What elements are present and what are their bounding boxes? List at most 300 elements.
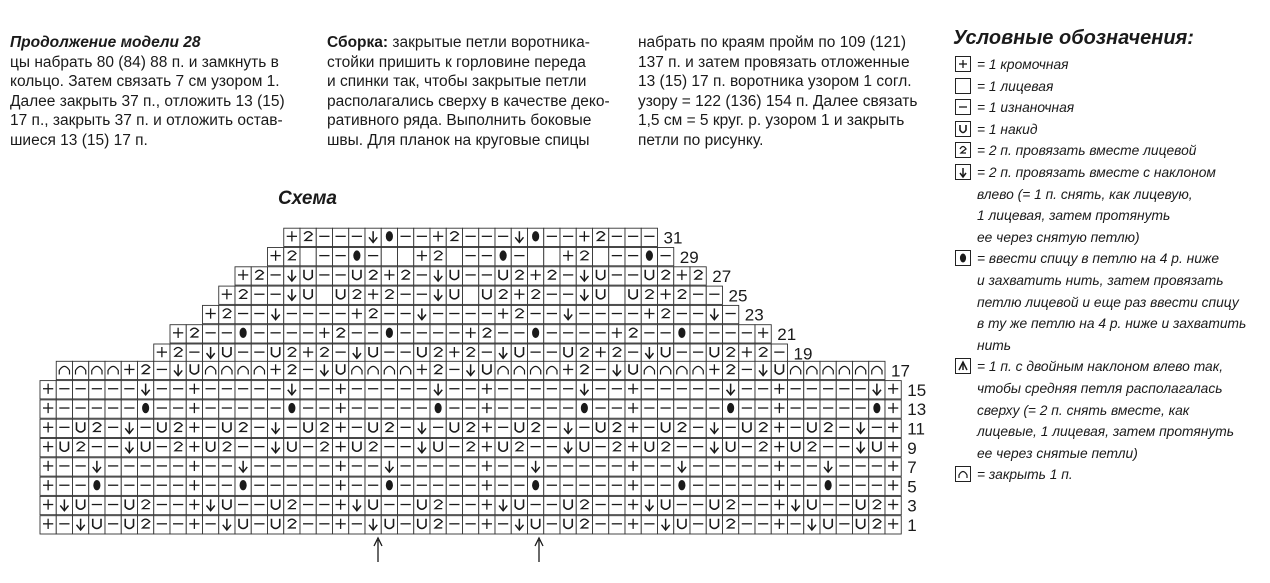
chart-cell bbox=[268, 381, 284, 399]
text-line: 1,5 см = 5 круг. р. узором 1 и закрыть bbox=[638, 112, 905, 130]
chart-cell bbox=[593, 361, 609, 379]
chart-cell bbox=[414, 477, 430, 495]
chart-cell bbox=[836, 496, 852, 514]
row-number: 23 bbox=[744, 305, 764, 325]
chart-cell bbox=[446, 248, 462, 266]
chart-cell bbox=[658, 458, 674, 476]
chart-cell bbox=[625, 344, 641, 362]
text-line: узору = 122 (136) 154 п. Далее связать bbox=[638, 92, 918, 110]
row-number: 29 bbox=[679, 247, 699, 267]
chart-cell bbox=[788, 381, 804, 399]
chart-cell bbox=[690, 419, 706, 437]
chart-cell bbox=[170, 400, 186, 418]
chart-cell bbox=[284, 325, 300, 343]
chart-cell bbox=[398, 286, 414, 304]
chart-cell bbox=[381, 381, 397, 399]
chart-cell bbox=[820, 516, 836, 534]
row-number: 31 bbox=[663, 228, 683, 248]
chart-cell bbox=[349, 516, 365, 534]
chart-cell bbox=[235, 305, 251, 323]
chart-cell bbox=[560, 381, 576, 399]
chart-cell bbox=[349, 477, 365, 495]
chart-cell bbox=[381, 439, 397, 457]
chart-cell bbox=[869, 439, 885, 457]
chart-cell bbox=[544, 228, 560, 246]
chart-cell bbox=[706, 400, 722, 418]
chart-cell bbox=[398, 419, 414, 437]
chart-cell bbox=[479, 286, 495, 304]
chart-cell bbox=[121, 381, 137, 399]
chart-cell bbox=[105, 381, 121, 399]
chart-cell bbox=[398, 477, 414, 495]
legend-text-line: = ввести спицу в петлю на 4 р. ниже bbox=[977, 251, 1220, 267]
chart-title: Схема bbox=[278, 188, 338, 209]
chart-cell bbox=[268, 477, 284, 495]
chart-cell bbox=[154, 419, 170, 437]
chart-cell bbox=[479, 267, 495, 285]
chart-cell bbox=[446, 516, 462, 534]
chart-cell bbox=[495, 400, 511, 418]
chart-cell bbox=[333, 286, 349, 304]
chart-cell bbox=[544, 419, 560, 437]
row-number: 11 bbox=[907, 419, 925, 439]
chart-cell bbox=[381, 496, 397, 514]
chart-cell bbox=[203, 419, 219, 437]
chart-cell bbox=[398, 228, 414, 246]
chart-cell bbox=[853, 477, 869, 495]
chart-cell bbox=[349, 381, 365, 399]
chart-cell bbox=[446, 361, 462, 379]
chart-cell bbox=[658, 381, 674, 399]
chart-cell bbox=[251, 325, 267, 343]
chart-cell bbox=[593, 381, 609, 399]
chart-cell bbox=[706, 344, 722, 362]
chart-cell bbox=[576, 325, 592, 343]
legend-text-line: петлю лицевой и еще раз ввести спицу bbox=[977, 294, 1239, 310]
chart-cell bbox=[593, 286, 609, 304]
chart-cell bbox=[593, 477, 609, 495]
chart-cell bbox=[723, 419, 739, 437]
chart-cell bbox=[365, 248, 381, 266]
chart-cell bbox=[316, 477, 332, 495]
chart-cell bbox=[593, 305, 609, 323]
chart-cell bbox=[235, 516, 251, 534]
chart-cell bbox=[203, 400, 219, 418]
text-line: шиеся 13 (15) 17 п. bbox=[10, 131, 148, 149]
chart-cell bbox=[544, 458, 560, 476]
legend-text-line: нить bbox=[977, 337, 1012, 353]
chart-cell bbox=[723, 439, 739, 457]
chart-cell bbox=[300, 267, 316, 285]
chart-cell bbox=[739, 516, 755, 534]
chart-cell bbox=[300, 361, 316, 379]
chart-cell bbox=[186, 344, 202, 362]
chart-cell bbox=[56, 419, 72, 437]
chart-cell bbox=[268, 400, 284, 418]
chart-cell bbox=[804, 477, 820, 495]
chart-cell bbox=[365, 419, 381, 437]
chart-cell bbox=[463, 286, 479, 304]
chart-cell bbox=[316, 516, 332, 534]
chart-cell bbox=[121, 458, 137, 476]
chart-cell bbox=[836, 516, 852, 534]
chart-cell bbox=[479, 344, 495, 362]
chart-cell bbox=[268, 325, 284, 343]
chart-cell bbox=[690, 381, 706, 399]
chart-cell bbox=[609, 228, 625, 246]
chart-cell bbox=[836, 381, 852, 399]
chart-cell bbox=[853, 400, 869, 418]
row-number: 21 bbox=[777, 325, 797, 344]
legend-text-line: 1 лицевая, затем протянуть bbox=[977, 208, 1171, 224]
chart-cell bbox=[219, 496, 235, 514]
chart-cell bbox=[414, 381, 430, 399]
chart-cell bbox=[560, 496, 576, 514]
chart-cell bbox=[511, 458, 527, 476]
chart-cell bbox=[609, 458, 625, 476]
chart-cell bbox=[479, 228, 495, 246]
chart-cell bbox=[641, 267, 657, 285]
chart-cell bbox=[511, 496, 527, 514]
chart-cell bbox=[706, 477, 722, 495]
chart-cell bbox=[836, 458, 852, 476]
chart-cell bbox=[333, 228, 349, 246]
chart-cell bbox=[755, 496, 771, 514]
chart-cell bbox=[333, 361, 349, 379]
chart-cell bbox=[300, 286, 316, 304]
chart-cell bbox=[544, 286, 560, 304]
chart-cell bbox=[788, 516, 804, 534]
chart-cell bbox=[869, 458, 885, 476]
chart-cell bbox=[609, 286, 625, 304]
text-line: и спинки так, чтобы закрытые петли bbox=[327, 73, 587, 91]
chart-cell bbox=[804, 419, 820, 437]
legend-text-line: ее через снятые петли) bbox=[977, 445, 1138, 461]
chart-cell bbox=[73, 458, 89, 476]
chart-cell bbox=[690, 439, 706, 457]
chart-cell bbox=[658, 400, 674, 418]
text-line: швы. Для планок на круговые спицы bbox=[327, 131, 590, 149]
chart-cell bbox=[560, 325, 576, 343]
chart-cell bbox=[446, 496, 462, 514]
chart-cell bbox=[706, 458, 722, 476]
chart-cell bbox=[658, 325, 674, 343]
text-line: цы набрать 80 (84) 88 п. и замкнуть в bbox=[10, 53, 279, 71]
chart-cell bbox=[495, 458, 511, 476]
chart-cell bbox=[788, 458, 804, 476]
chart-cell bbox=[560, 344, 576, 362]
chart-cell bbox=[560, 267, 576, 285]
chart-cell bbox=[511, 400, 527, 418]
chart-cell bbox=[203, 516, 219, 534]
chart-cell bbox=[170, 516, 186, 534]
chart-cell bbox=[398, 381, 414, 399]
chart-cell bbox=[251, 344, 267, 362]
legend-text-line: = 1 п. с двойным наклоном влево так, bbox=[977, 359, 1224, 375]
chart-cell bbox=[170, 458, 186, 476]
chart-cell bbox=[593, 496, 609, 514]
chart-cell bbox=[641, 400, 657, 418]
chart-cell bbox=[463, 400, 479, 418]
chart-cell bbox=[446, 477, 462, 495]
row-number: 9 bbox=[907, 438, 917, 458]
chart-cell bbox=[706, 286, 722, 304]
legend-text-line: = закрыть 1 п. bbox=[977, 467, 1073, 483]
legend-text-line: = 2 п. провязать вместе лицевой bbox=[977, 143, 1197, 159]
chart-cell bbox=[365, 496, 381, 514]
chart-cell bbox=[300, 381, 316, 399]
legend-text-line: = 1 лицевая bbox=[977, 78, 1054, 94]
chart-cell bbox=[511, 381, 527, 399]
chart-cell bbox=[89, 381, 105, 399]
chart-cell bbox=[170, 496, 186, 514]
chart-cell bbox=[398, 439, 414, 457]
chart-cell bbox=[463, 516, 479, 534]
chart-cell bbox=[219, 458, 235, 476]
chart-cell bbox=[268, 267, 284, 285]
chart-cell bbox=[609, 516, 625, 534]
chart-cell bbox=[235, 381, 251, 399]
chart-cell bbox=[121, 400, 137, 418]
chart-cell bbox=[251, 305, 267, 323]
chart-cell bbox=[203, 458, 219, 476]
chart-cell bbox=[316, 458, 332, 476]
legend-text-line: в ту же петлю на 4 р. ниже и захватить bbox=[977, 316, 1247, 332]
chart-cell bbox=[560, 477, 576, 495]
chart-cell bbox=[56, 458, 72, 476]
chart-cell bbox=[365, 381, 381, 399]
chart-cell bbox=[463, 267, 479, 285]
chart-cell bbox=[739, 496, 755, 514]
chart-cell bbox=[398, 344, 414, 362]
legend-text-line: = 1 накид bbox=[977, 121, 1038, 137]
chart-cell bbox=[219, 381, 235, 399]
chart-cell bbox=[690, 477, 706, 495]
text-line: стойки пришить к горловине переда bbox=[327, 53, 586, 71]
chart-cell bbox=[365, 477, 381, 495]
chart-cell bbox=[788, 477, 804, 495]
chart-cell bbox=[121, 496, 137, 514]
chart-cell bbox=[609, 400, 625, 418]
chart-cell bbox=[706, 516, 722, 534]
text-line: Далее закрыть 37 п., отложить 13 (15) bbox=[10, 92, 285, 110]
chart-cell bbox=[349, 439, 365, 457]
chart-cell bbox=[544, 496, 560, 514]
chart-cell bbox=[511, 477, 527, 495]
chart-cell bbox=[690, 325, 706, 343]
chart-cell bbox=[235, 496, 251, 514]
legend-text-line: и захватить нить, затем провязать bbox=[977, 272, 1224, 288]
chart-cell bbox=[593, 325, 609, 343]
chart-grid bbox=[40, 228, 901, 534]
chart-cell bbox=[349, 228, 365, 246]
chart-cell bbox=[105, 496, 121, 514]
chart-cell bbox=[836, 477, 852, 495]
chart-cell bbox=[300, 248, 316, 266]
chart-cell bbox=[576, 439, 592, 457]
chart-cell bbox=[73, 496, 89, 514]
chart-cell bbox=[300, 496, 316, 514]
chart-cell bbox=[739, 477, 755, 495]
chart-cell bbox=[381, 305, 397, 323]
chart-cell bbox=[576, 477, 592, 495]
chart-cell bbox=[251, 419, 267, 437]
row-number: 13 bbox=[907, 400, 927, 420]
chart-cell bbox=[690, 458, 706, 476]
row-number: 7 bbox=[907, 458, 917, 478]
chart-cell bbox=[593, 267, 609, 285]
chart-cell bbox=[446, 325, 462, 343]
chart-cell bbox=[316, 305, 332, 323]
chart-cell bbox=[398, 248, 414, 266]
chart-cell bbox=[723, 325, 739, 343]
chart-cell bbox=[544, 516, 560, 534]
chart-cell bbox=[836, 439, 852, 457]
chart-cell bbox=[365, 344, 381, 362]
chart-cell bbox=[658, 248, 674, 266]
chart-cell bbox=[251, 439, 267, 457]
assembly-first-line-rest: закрытые петли воротника- bbox=[388, 34, 590, 51]
chart-cell bbox=[300, 305, 316, 323]
chart-cell bbox=[73, 381, 89, 399]
legend-text-line: ее через снятую петлю) bbox=[977, 229, 1140, 245]
chart-cell bbox=[609, 381, 625, 399]
chart-cell bbox=[414, 516, 430, 534]
chart-cell bbox=[625, 286, 641, 304]
chart-cell bbox=[284, 458, 300, 476]
chart-cell bbox=[170, 477, 186, 495]
chart-cell bbox=[300, 419, 316, 437]
chart-cell bbox=[641, 477, 657, 495]
chart-cell bbox=[251, 477, 267, 495]
chart-cell bbox=[690, 344, 706, 362]
chart-cell bbox=[365, 325, 381, 343]
chart-cell bbox=[73, 400, 89, 418]
chart-cell bbox=[528, 496, 544, 514]
chart-cell bbox=[138, 458, 154, 476]
chart-cell bbox=[333, 248, 349, 266]
chart-cell bbox=[706, 496, 722, 514]
chart-cell bbox=[755, 381, 771, 399]
chart-cell bbox=[333, 344, 349, 362]
chart-cell bbox=[300, 458, 316, 476]
chart-cell bbox=[154, 381, 170, 399]
chart-cell bbox=[154, 496, 170, 514]
chart-cell bbox=[593, 248, 609, 266]
assembly-lead: Сборка: bbox=[327, 34, 389, 51]
chart-cell bbox=[268, 458, 284, 476]
chart-cell bbox=[479, 248, 495, 266]
chart-cell bbox=[414, 458, 430, 476]
chart-cell bbox=[609, 477, 625, 495]
row-number: 1 bbox=[907, 516, 917, 535]
chart-cell bbox=[495, 477, 511, 495]
chart-cell bbox=[771, 344, 787, 362]
chart-cell bbox=[56, 516, 72, 534]
chart-cell bbox=[690, 286, 706, 304]
chart-cell bbox=[463, 248, 479, 266]
chart-cell bbox=[609, 248, 625, 266]
chart-cell bbox=[284, 439, 300, 457]
chart-cell bbox=[495, 516, 511, 534]
chart-cell bbox=[414, 496, 430, 514]
chart-cell bbox=[268, 286, 284, 304]
chart-cell bbox=[560, 458, 576, 476]
chart-cell bbox=[690, 516, 706, 534]
chart-cell bbox=[593, 439, 609, 457]
chart-cell bbox=[788, 439, 804, 457]
chart-cell bbox=[381, 344, 397, 362]
chart-cell bbox=[739, 419, 755, 437]
chart-cell bbox=[658, 344, 674, 362]
chart-cell bbox=[316, 286, 332, 304]
row-number: 17 bbox=[891, 361, 910, 381]
row-number: 15 bbox=[907, 380, 927, 400]
chart-cell bbox=[300, 400, 316, 418]
chart-cell bbox=[398, 305, 414, 323]
chart-cell bbox=[739, 439, 755, 457]
chart-cell bbox=[674, 400, 690, 418]
chart-cell bbox=[316, 381, 332, 399]
chart-cell bbox=[251, 381, 267, 399]
chart-cell bbox=[251, 516, 267, 534]
chart-cell bbox=[836, 400, 852, 418]
chart-cell bbox=[284, 305, 300, 323]
text-line: петли по рисунку. bbox=[638, 131, 764, 149]
chart-cell bbox=[593, 516, 609, 534]
chart-cell bbox=[56, 381, 72, 399]
legend-text-line: чтобы средняя петля располагалась bbox=[977, 380, 1223, 396]
chart-cell bbox=[593, 419, 609, 437]
chart-cell bbox=[219, 325, 235, 343]
chart-cell bbox=[414, 267, 430, 285]
chart-cell bbox=[219, 344, 235, 362]
chart-cell bbox=[658, 477, 674, 495]
chart-cell bbox=[723, 477, 739, 495]
chart-cell bbox=[625, 228, 641, 246]
chart-cell bbox=[674, 516, 690, 534]
chart-cell bbox=[641, 458, 657, 476]
chart-cell bbox=[203, 439, 219, 457]
chart-cell bbox=[495, 228, 511, 246]
chart-cell bbox=[463, 496, 479, 514]
chart-cell bbox=[625, 361, 641, 379]
chart-cell bbox=[755, 477, 771, 495]
chart-cell bbox=[219, 419, 235, 437]
chart-cell bbox=[495, 419, 511, 437]
chart-cell bbox=[430, 439, 446, 457]
row-number: 5 bbox=[907, 477, 917, 497]
chart-cell bbox=[804, 458, 820, 476]
chart-cell bbox=[154, 439, 170, 457]
chart-cell bbox=[674, 496, 690, 514]
chart-cell bbox=[528, 381, 544, 399]
chart-cell bbox=[690, 400, 706, 418]
chart-cell bbox=[430, 477, 446, 495]
chart-cell bbox=[284, 477, 300, 495]
chart-cell bbox=[869, 419, 885, 437]
chart-cell bbox=[154, 458, 170, 476]
chart-cell bbox=[609, 496, 625, 514]
chart-cell bbox=[154, 400, 170, 418]
chart-cell bbox=[495, 267, 511, 285]
chart-cell bbox=[706, 381, 722, 399]
chart-cell bbox=[219, 400, 235, 418]
chart-cell bbox=[625, 267, 641, 285]
chart-cell bbox=[381, 516, 397, 534]
text-line: 13 (15) 17 п. воротника узором 1 согл. bbox=[638, 73, 912, 91]
chart-cell bbox=[89, 439, 105, 457]
